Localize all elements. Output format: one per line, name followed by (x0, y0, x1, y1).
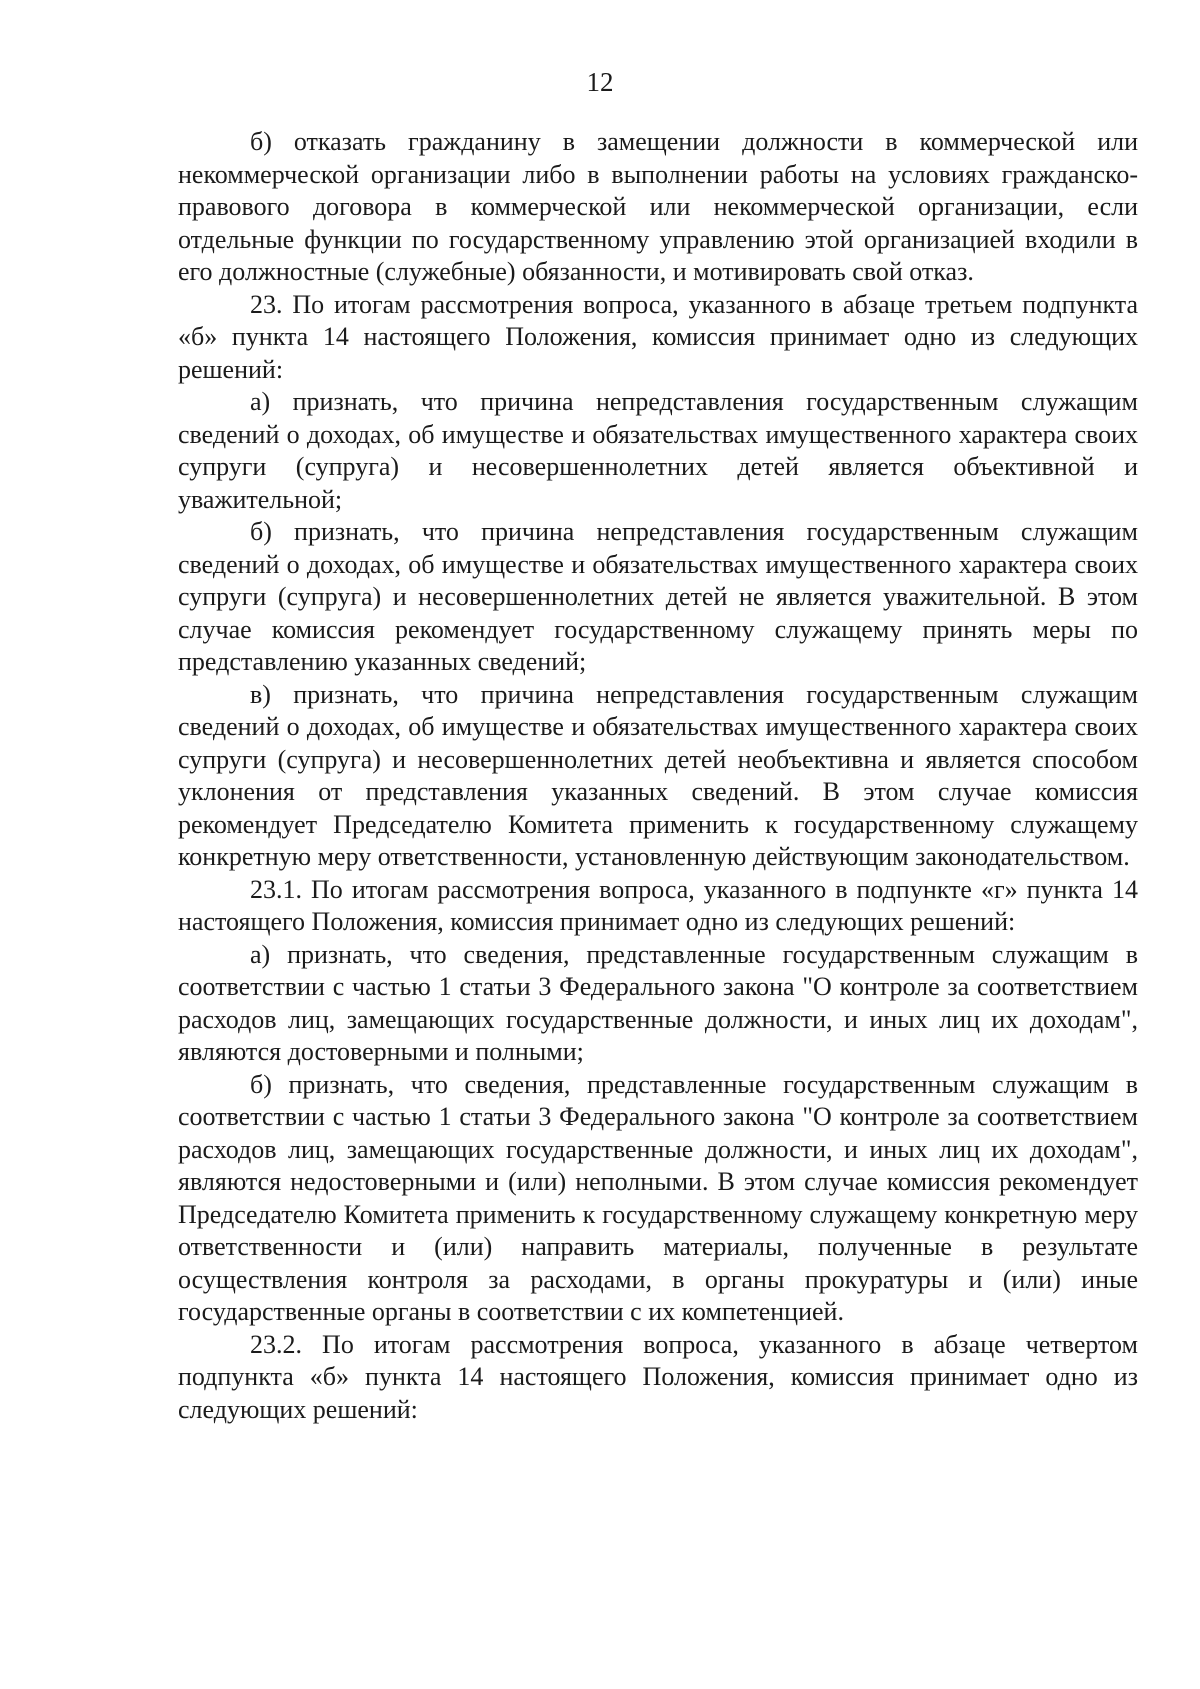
paragraph-23-item-a: а) признать, что причина непредставления государственным служащим сведений о доходах, об имуществе и обязательствах имущественного характера своих супруги (супруга) и несовершеннолетних детей является объективной и уважительной; (178, 387, 1138, 514)
paragraph-section-23-2: 23.2. По итогам рассмотрения вопроса, указанного в абзаце четвертом подпункта «б» пункта 14 настоящего Положения, комиссия принимает одно из следующих решений: (178, 1329, 1138, 1424)
paragraph-section-23: 23. По итогам рассмотрения вопроса, указанного в абзаце третьем подпункта «б» пункта 14 настоящего Положения, комиссия принимает одно из следующих решений: (178, 289, 1138, 384)
paragraph-23-item-b: б) признать, что причина непредставления государственным служащим сведений о доходах, об имуществе и обязательствах имущественного характера своих супруги (супруга) и несовершеннолетних детей не является уважительной. В этом случае комиссия рекомендует государственному служащему принять меры по представлению указанных сведений; (178, 517, 1138, 676)
document-body (178, 126, 1138, 1426)
paragraph-23-1-item-b: б) признать, что сведения, представленные государственным служащим в соответствии с частью 1 статьи 3 Федерального закона "О контроле за соответствием расходов лиц, замещающих государственные должности, и иных лиц их доходам", являются недостоверными и (или) неполными. В этом случае комиссия рекомендует Председателю Комитета применить к государственному служащему конкретную меру ответственности и (или) направить материалы, полученные в результате осуществления контроля за расходами, в органы прокуратуры и (или) иные государственные органы в соответствии с их компетенцией. (178, 1069, 1138, 1326)
paragraph-23-1-item-a: а) признать, что сведения, представленные государственным служащим в соответствии с частью 1 статьи 3 Федерального закона "О контроле за соответствием расходов лиц, замещающих государственные должности, и иных лиц их доходам", являются достоверными и полными; (178, 939, 1138, 1066)
paragraph-item-b-refusal: б) отказать гражданину в замещении должности в коммерческой или некоммерческой организации либо в выполнении работы на условиях гражданско-правового договора в коммерческой или некоммерческой организации, если отдельные функции по государственному управлению этой организацией входили в его должностные (служебные) обязанности, и мотивировать свой отказ. (178, 127, 1138, 286)
paragraph-23-item-v: в) признать, что причина непредставления государственным служащим сведений о доходах, об имуществе и обязательствах имущественного характера своих супруги (супруга) и несовершеннолетних детей необъективна и является способом уклонения от представления указанных сведений. В этом случае комиссия рекомендует Председателю Комитета применить к государственному служащему конкретную меру ответственности, установленную действующим законодательством. (178, 679, 1138, 871)
page-number: 12 (586, 67, 614, 97)
paragraph-section-23-1: 23.1. По итогам рассмотрения вопроса, указанного в подпункте «г» пункта 14 настоящего Положения, комиссия принимает одно из следующих решений: (178, 874, 1138, 936)
